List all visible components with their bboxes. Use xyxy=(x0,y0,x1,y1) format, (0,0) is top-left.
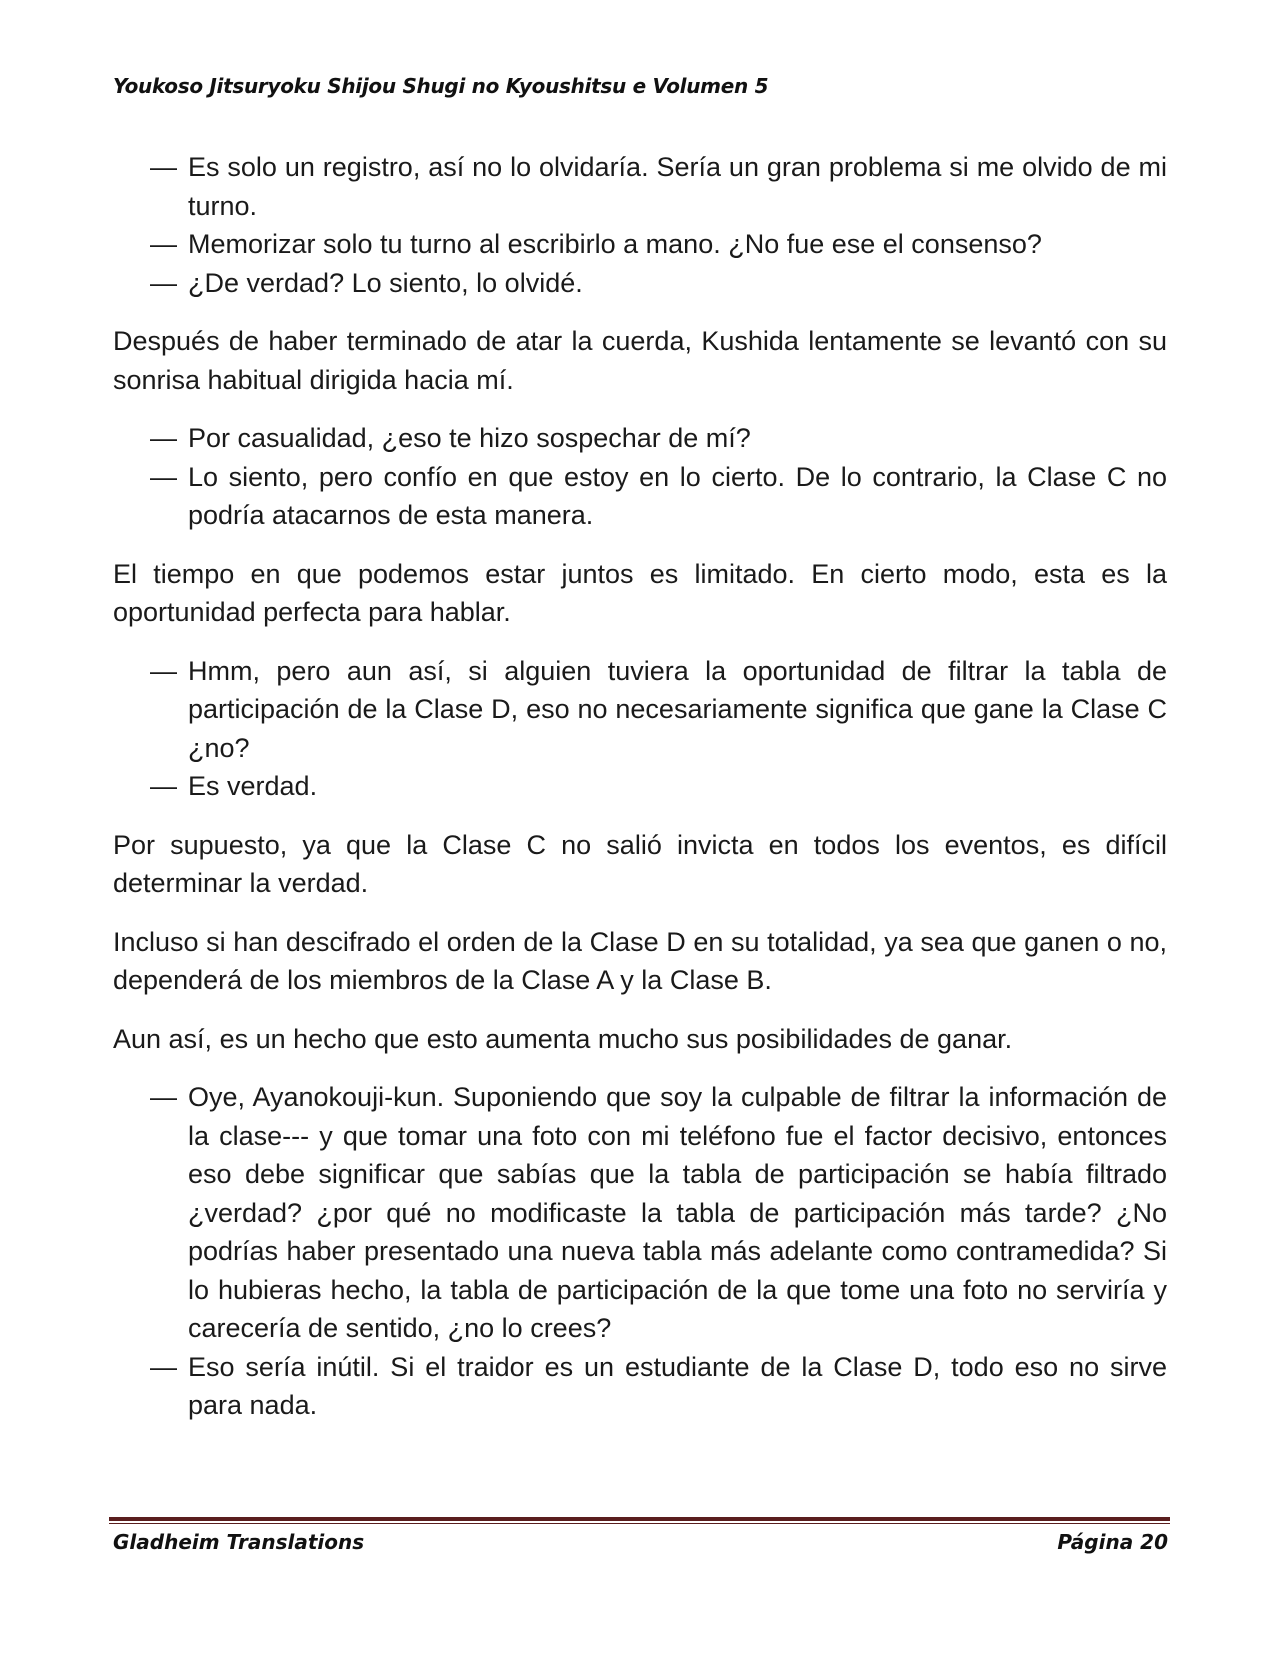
dialogue-dash: — xyxy=(150,229,177,259)
dialogue-group-3 xyxy=(113,652,1167,806)
dialogue-group-1 xyxy=(113,148,1167,302)
dialogue-line xyxy=(113,1348,1167,1425)
page-header-title: Youkoso Jitsuryoku Shijou Shugi no Kyoushitsu e Volumen 5 xyxy=(113,74,769,98)
dialogue-line xyxy=(113,1078,1167,1348)
dialogue-dash: — xyxy=(150,267,177,298)
dialogue-line xyxy=(113,264,1167,303)
footer-divider-thick xyxy=(109,1517,1170,1521)
dialogue-line xyxy=(113,458,1167,535)
footer-translator-credit: Gladheim Translations xyxy=(113,1530,365,1554)
narration-paragraph: Aun así, es un hecho que esto aumenta mucho sus posibilidades de ganar. xyxy=(113,1023,1013,1054)
dialogue-dash: — xyxy=(150,1082,177,1112)
narration-paragraph: Por supuesto, ya que la Clase C no salió invicta en todos los eventos, es difícil determinar la verdad. xyxy=(113,829,1167,898)
dialogue-dash: — xyxy=(150,655,177,686)
dialogue-line xyxy=(113,225,1167,264)
dialogue-text: Lo siento, pero confío en que estoy en lo cierto. De lo contrario, la Clase C no podría atacarnos de esta manera. xyxy=(188,461,1167,530)
dialogue-dash: — xyxy=(150,152,177,182)
dialogue-text: Oye, Ayanokouji-kun. Suponiendo que soy la culpable de filtrar la información de la clase--- y que tomar una foto con mi teléfono fue el factor decisivo, entonces eso debe significar que sabías que la tabla de participación se había filtrado ¿verdad? ¿por qué no modificaste la tabla de participación más tarde? ¿No podrías haber presentado una nueva tabla más adelante como contramedida? Si lo hubieras hecho, la tabla de participación de la que tome una foto no serviría y carecería de sentido, ¿no lo crees? xyxy=(188,1082,1167,1343)
dialogue-dash: — xyxy=(150,461,177,492)
dialogue-line xyxy=(113,652,1167,768)
dialogue-text: Es solo un registro, así no lo olvidaría. Sería un gran problema si me olvido de mi turno. xyxy=(188,152,1167,221)
dialogue-group-2 xyxy=(113,419,1167,535)
footer-divider-thin xyxy=(109,1523,1170,1524)
dialogue-text: Por casualidad, ¿eso te hizo sospechar de mí? xyxy=(188,423,751,453)
narration-paragraph: El tiempo en que podemos estar juntos es limitado. En cierto modo, esta es la oportunidad perfecta para hablar. xyxy=(113,558,1167,627)
footer-page-number: Página 20 xyxy=(1057,1530,1168,1554)
dialogue-group-4 xyxy=(113,1078,1167,1425)
document-body xyxy=(113,148,1167,1425)
dialogue-dash: — xyxy=(150,423,177,453)
dialogue-text: Memorizar solo tu turno al escribirlo a mano. ¿No fue ese el consenso? xyxy=(188,229,1042,259)
dialogue-text: Es verdad. xyxy=(188,771,318,801)
dialogue-dash: — xyxy=(150,1351,177,1382)
dialogue-text: Hmm, pero aun así, si alguien tuviera la oportunidad de filtrar la tabla de participación de la Clase D, eso no necesariamente significa que gane la Clase C ¿no? xyxy=(188,655,1167,763)
dialogue-text: ¿De verdad? Lo siento, lo olvidé. xyxy=(188,267,583,298)
dialogue-text: Eso sería inútil. Si el traidor es un estudiante de la Clase D, todo eso no sirve para nada. xyxy=(188,1351,1167,1420)
dialogue-line xyxy=(113,419,1167,458)
dialogue-line xyxy=(113,767,1167,806)
dialogue-line xyxy=(113,148,1167,225)
dialogue-dash: — xyxy=(150,771,177,801)
narration-paragraph: Después de haber terminado de atar la cuerda, Kushida lentamente se levantó con su sonrisa habitual dirigida hacia mí. xyxy=(113,326,1167,395)
narration-paragraph: Incluso si han descifrado el orden de la Clase D en su totalidad, ya sea que ganen o no, dependerá de los miembros de la Clase A y la Clase B. xyxy=(113,926,1167,995)
